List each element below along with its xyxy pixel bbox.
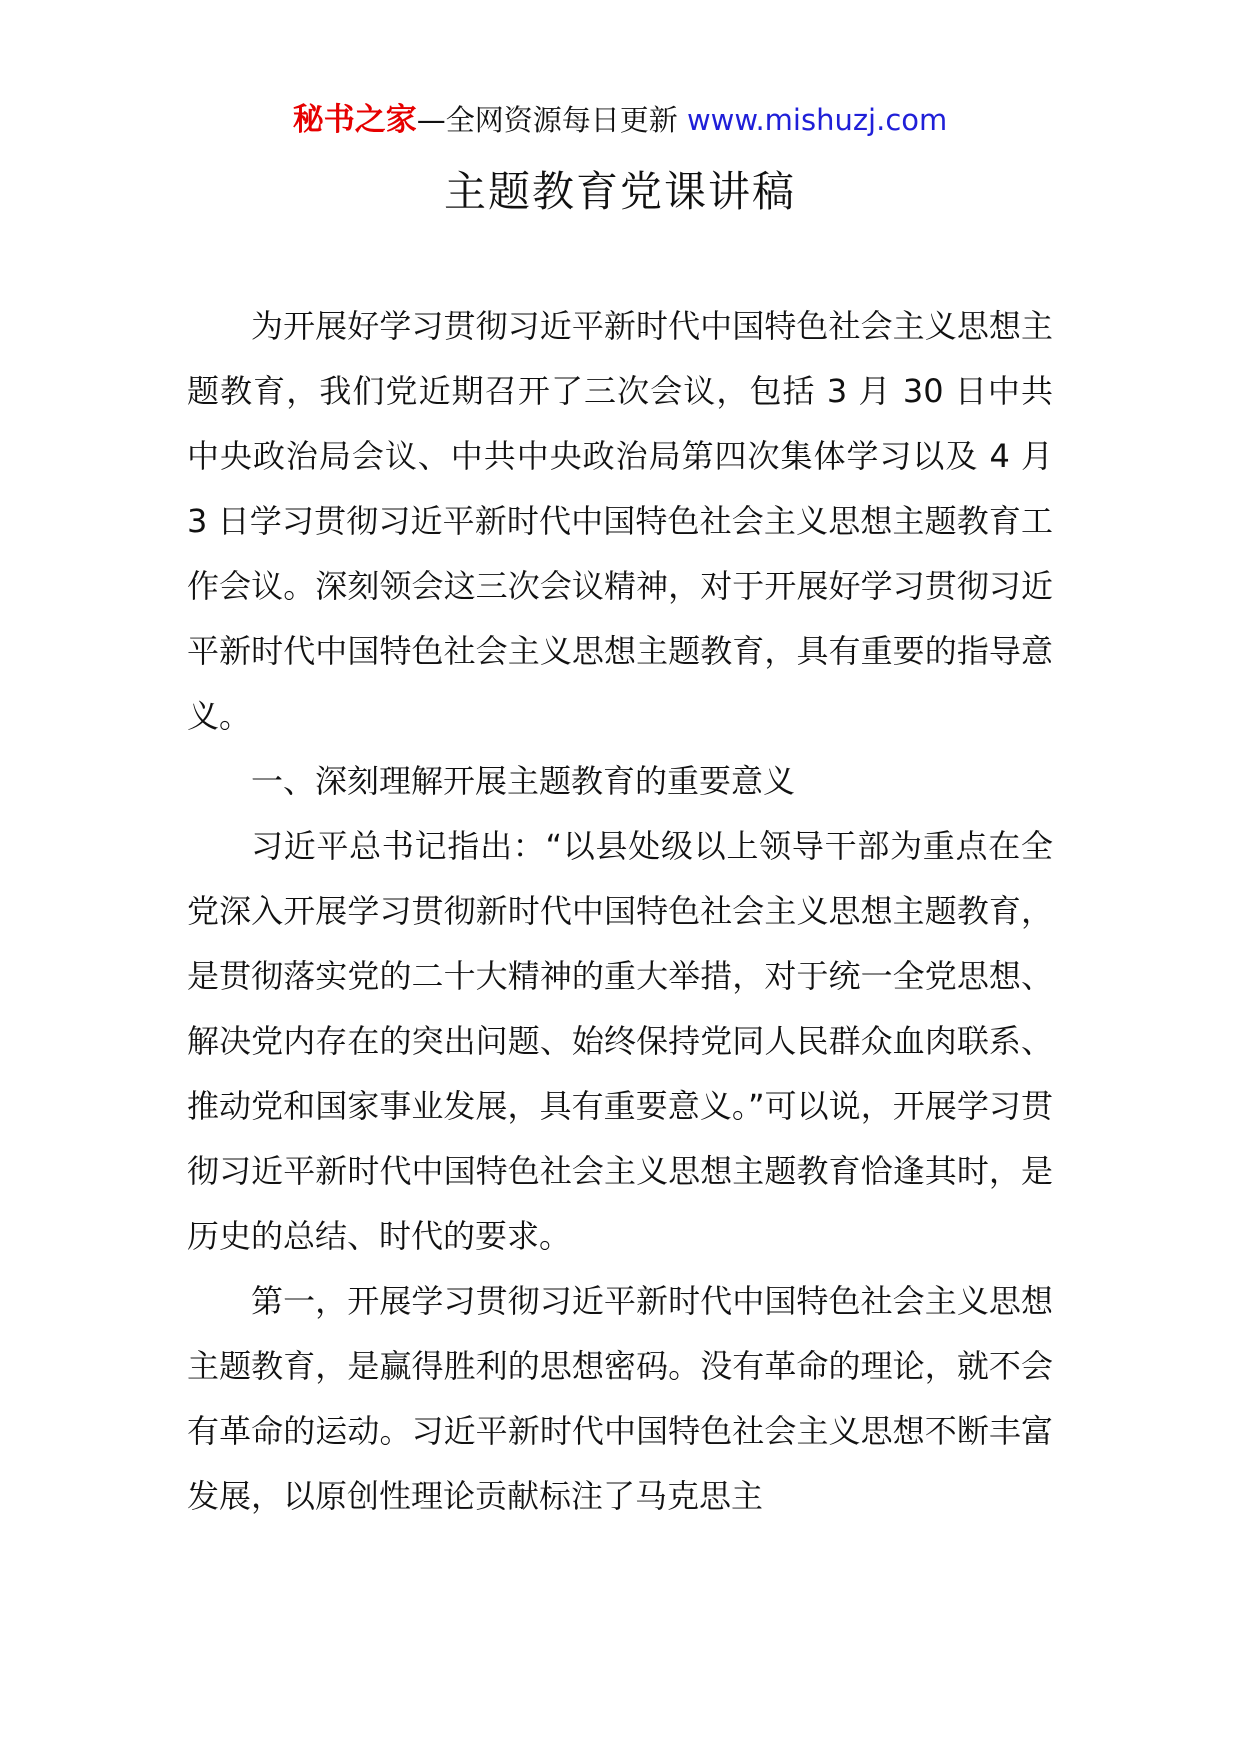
document-title: 主题教育党课讲稿 bbox=[443, 167, 796, 216]
paragraph-quote: 习近平总书记指出：“以县处级以上领导干部为重点在全党深入开展学习贯彻新时代中国特色社会主义思想主题教育，是贯彻落实党的二十大精神的重大举措，对于统一全党思想、解决党内存在的突出问题、始终保持党同人民群众血肉联系、推动党和国家事业发展，具有重要意义。”可以说，开展学习贯彻习近平新时代中国特色社会主义思想主题教育恰逢其时，是历史的总结、时代的要求。 bbox=[187, 827, 1053, 1255]
site-tagline: —全网资源每日更新 bbox=[416, 103, 678, 137]
document-body bbox=[187, 294, 1053, 1529]
paragraph-first-point: 第一，开展学习贯彻习近平新时代中国特色社会主义思想主题教育，是赢得胜利的思想密码。没有革命的理论，就不会有革命的运动。习近平新时代中国特色社会主义思想不断丰富发展，以原创性理论贡献标注了马克思主 bbox=[187, 1282, 1053, 1515]
section-heading-1: 一、深刻理解开展主题教育的重要意义 bbox=[251, 762, 796, 800]
site-brand: 秘书之家 bbox=[292, 102, 417, 138]
site-header bbox=[0, 100, 1240, 140]
site-url-link[interactable]: www.mishuzj.com bbox=[686, 103, 948, 137]
paragraph-intro: 为开展好学习贯彻习近平新时代中国特色社会主义思想主题教育，我们党近期召开了三次会议，包括 3 月 30 日中共中央政治局会议、中共中央政治局第四次集体学习以及 4 月 3 日学习贯彻习近平新时代中国特色社会主义思想主题教育工作会议。深刻领会这三次会议精神，对于开展好学习贯彻习近平新时代中国特色社会主义思想主题教育，具有重要的指导意义。 bbox=[187, 307, 1053, 735]
